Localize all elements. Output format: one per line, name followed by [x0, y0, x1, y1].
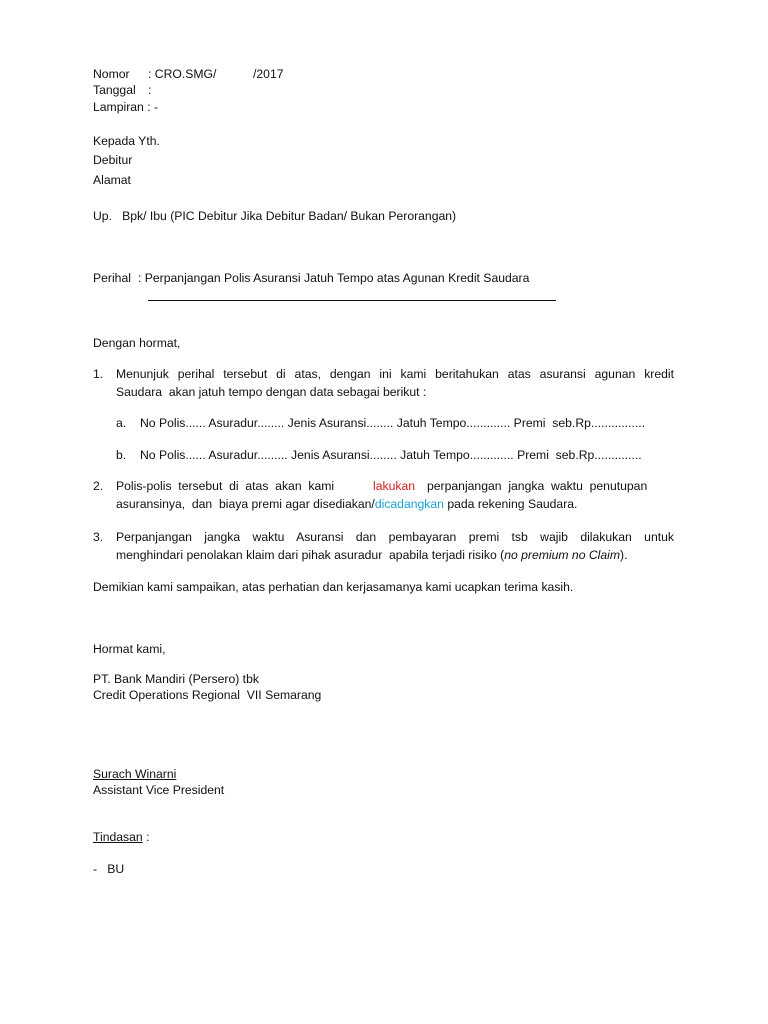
tanggal-value: :	[148, 83, 152, 97]
perihal-text: : Perpanjangan Polis Asuransi Jatuh Tempo atas Agunan Kredit Saudara	[138, 271, 530, 285]
greeting: Dengan hormat,	[93, 336, 181, 350]
item-3-line-1: Perpanjangan jangka waktu Asuransi dan pembayaran premi tsb wajib dilakukan untuk	[116, 530, 674, 544]
closing-sentence: Demikian kami sampaikan, atas perhatian dan kerjasamanya kami ucapkan terima kasih.	[93, 580, 574, 594]
tindasan	[93, 829, 149, 845]
perihal-underline	[148, 300, 556, 301]
lampiran-label: Lampiran : -	[93, 100, 159, 114]
up-line: Up. Bpk/ Ibu (PIC Debitur Jika Debitur Badan/ Bukan Perorangan)	[93, 209, 457, 223]
item-2-line-2-start: asuransinya, dan biaya premi agar disediakan/	[116, 497, 375, 511]
item-3-line-2-start: menghindari penolakan klaim dari pihak asuradur apabila terjadi risiko (	[116, 548, 505, 562]
item-2-line-2-cyan: dicadangkan	[374, 497, 444, 511]
item-1-line-2: Saudara akan jatuh tempo dengan data sebagai berikut :	[116, 385, 427, 399]
item-1b-text: No Polis...... Asuradur......... Jenis Asuransi........ Jatuh Tempo............. Premi seb.Rp..............	[140, 448, 642, 462]
item-3-number: 3.	[93, 530, 104, 544]
item-2-line-1-start: Polis-polis tersebut di atas akan kami	[116, 479, 335, 493]
tindasan-colon: :	[142, 830, 150, 844]
item-3-line-2-end: ).	[620, 548, 628, 562]
tindasan-label: Tindasan	[93, 830, 143, 844]
item-2-line-1-end: perpanjangan jangka waktu penutupan	[427, 479, 648, 493]
item-1-number: 1.	[93, 367, 104, 381]
signer-name: Surach Winarni	[93, 767, 177, 781]
kepada-yth: Kepada Yth.	[93, 134, 160, 148]
company-name: PT. Bank Mandiri (Persero) tbk	[93, 672, 259, 686]
item-2-line-2	[116, 496, 577, 512]
recipient-debitur: Debitur	[93, 153, 133, 167]
perihal-label: Perihal	[93, 271, 131, 285]
item-2-line-1-red: lakukan	[373, 479, 416, 493]
nomor-value: : CRO.SMG/	[148, 67, 217, 81]
signer-title: Assistant Vice President	[93, 783, 225, 797]
tindasan-item: - BU	[93, 862, 125, 876]
recipient-alamat: Alamat	[93, 173, 131, 187]
item-1b-letter: b.	[116, 448, 127, 462]
item-1a-text: No Polis...... Asuradur........ Jenis Asuransi........ Jatuh Tempo............. Premi seb.Rp................	[140, 416, 646, 430]
nomor-label: Nomor	[93, 67, 130, 81]
item-3-line-2-italic: no premium no Claim	[504, 548, 621, 562]
hormat-kami: Hormat kami,	[93, 642, 166, 656]
nomor-year: /2017	[253, 67, 284, 81]
tanggal-label: Tanggal	[93, 83, 136, 97]
item-1a-letter: a.	[116, 416, 127, 430]
division-name: Credit Operations Regional VII Semarang	[93, 688, 322, 702]
item-3-line-2	[116, 547, 627, 563]
item-2-number: 2.	[93, 479, 104, 493]
item-1-line-1: Menunjuk perihal tersebut di atas, dengan ini kami beritahukan atas asuransi agunan kredit	[116, 367, 674, 381]
item-2-line-2-end: pada rekening Saudara.	[443, 497, 578, 511]
